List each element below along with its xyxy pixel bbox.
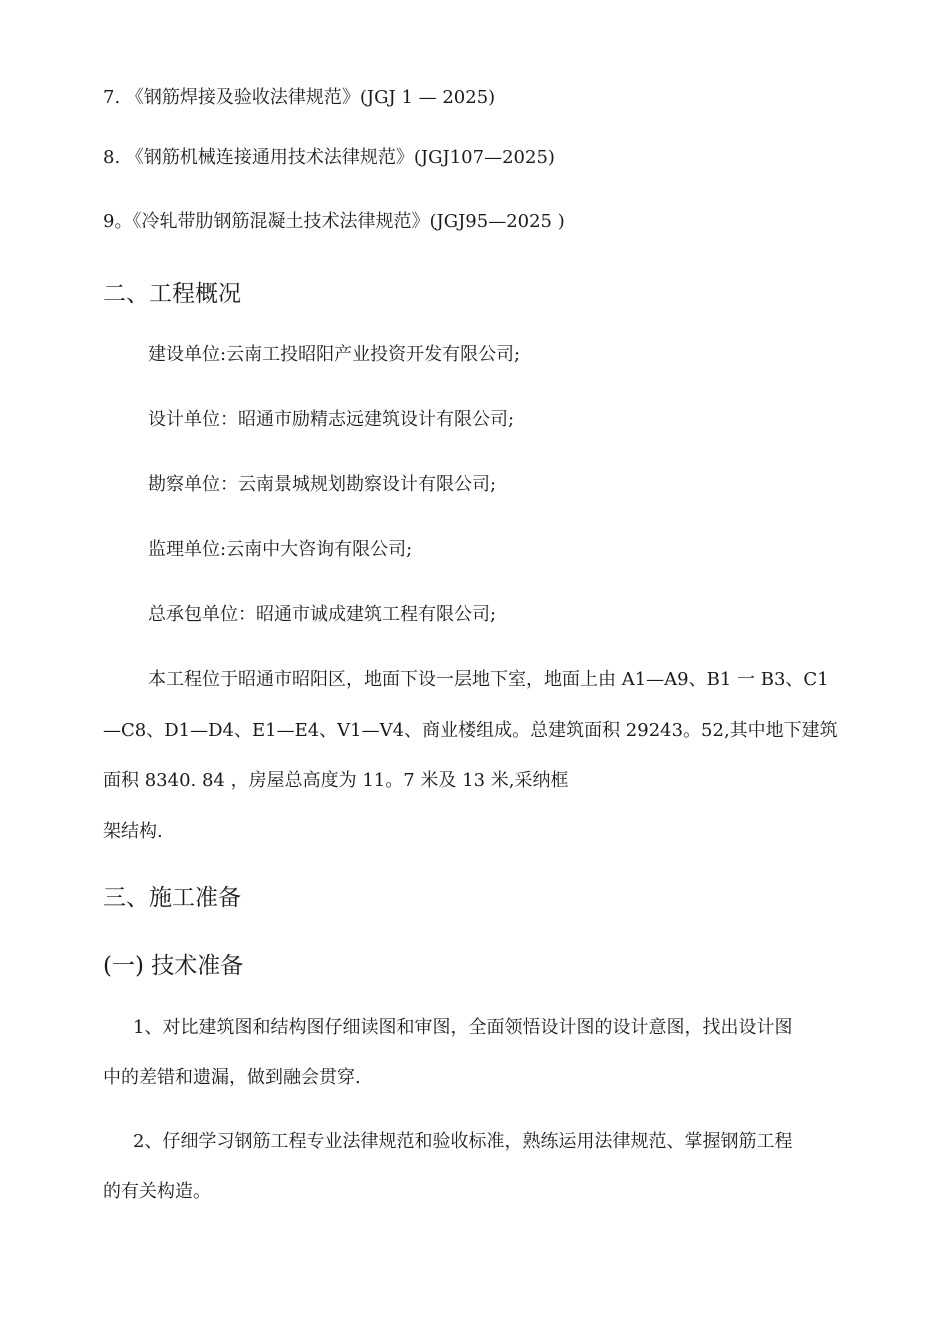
overview-line-4: 架结构. xyxy=(103,821,163,842)
unit-survey: 勘察单位：云南景城规划勘察设计有限公司; xyxy=(148,474,497,495)
reference-item-8: 8. 《钢筋机械连接通用技术法律规范》(JGJ107—2025) xyxy=(103,147,555,168)
prep-item-1-line-2: 中的差错和遗漏，做到融会贯穿. xyxy=(103,1067,361,1088)
unit-general-contractor: 总承包单位：昭通市诚成建筑工程有限公司; xyxy=(148,604,497,625)
unit-construction: 建设单位:云南工投昭阳产业投资开发有限公司; xyxy=(148,344,521,365)
prep-item-1-line-1: 1、对比建筑图和结构图仔细读图和审图，全面领悟设计图的设计意图，找出设计图 xyxy=(133,1017,793,1038)
subsection-heading-technical-preparation: (一) 技术准备 xyxy=(103,953,244,979)
overview-line-3: 面积 8340. 84 ，房屋总高度为 11。7 米及 13 米,采纳框 xyxy=(103,770,569,791)
prep-item-2-line-1: 2、仔细学习钢筋工程专业法律规范和验收标准，熟练运用法律规范、掌握钢筋工程 xyxy=(133,1131,793,1152)
prep-item-2-line-2: 的有关构造。 xyxy=(103,1181,211,1202)
reference-item-9: 9。《冷轧带肋钢筋混凝土技术法律规范》(JGJ95—2025 ) xyxy=(103,211,565,232)
unit-design: 设计单位：昭通市励精志远建筑设计有限公司; xyxy=(148,409,515,430)
overview-line-1: 本工程位于昭通市昭阳区，地面下设一层地下室，地面上由 A1—A9、B1 一 B3、C1 xyxy=(148,669,829,690)
section-heading-construction-preparation: 三、施工准备 xyxy=(103,885,241,911)
unit-supervision: 监理单位:云南中大咨询有限公司; xyxy=(148,539,413,560)
section-heading-project-overview: 二、工程概况 xyxy=(103,281,241,307)
reference-item-7: 7. 《钢筋焊接及验收法律规范》(JGJ 1 — 2025) xyxy=(103,87,496,108)
overview-line-2: —C8、D1—D4、E1—E4、V1—V4、商业楼组成。总建筑面积 29243。52,其中地下建筑 xyxy=(103,720,838,741)
